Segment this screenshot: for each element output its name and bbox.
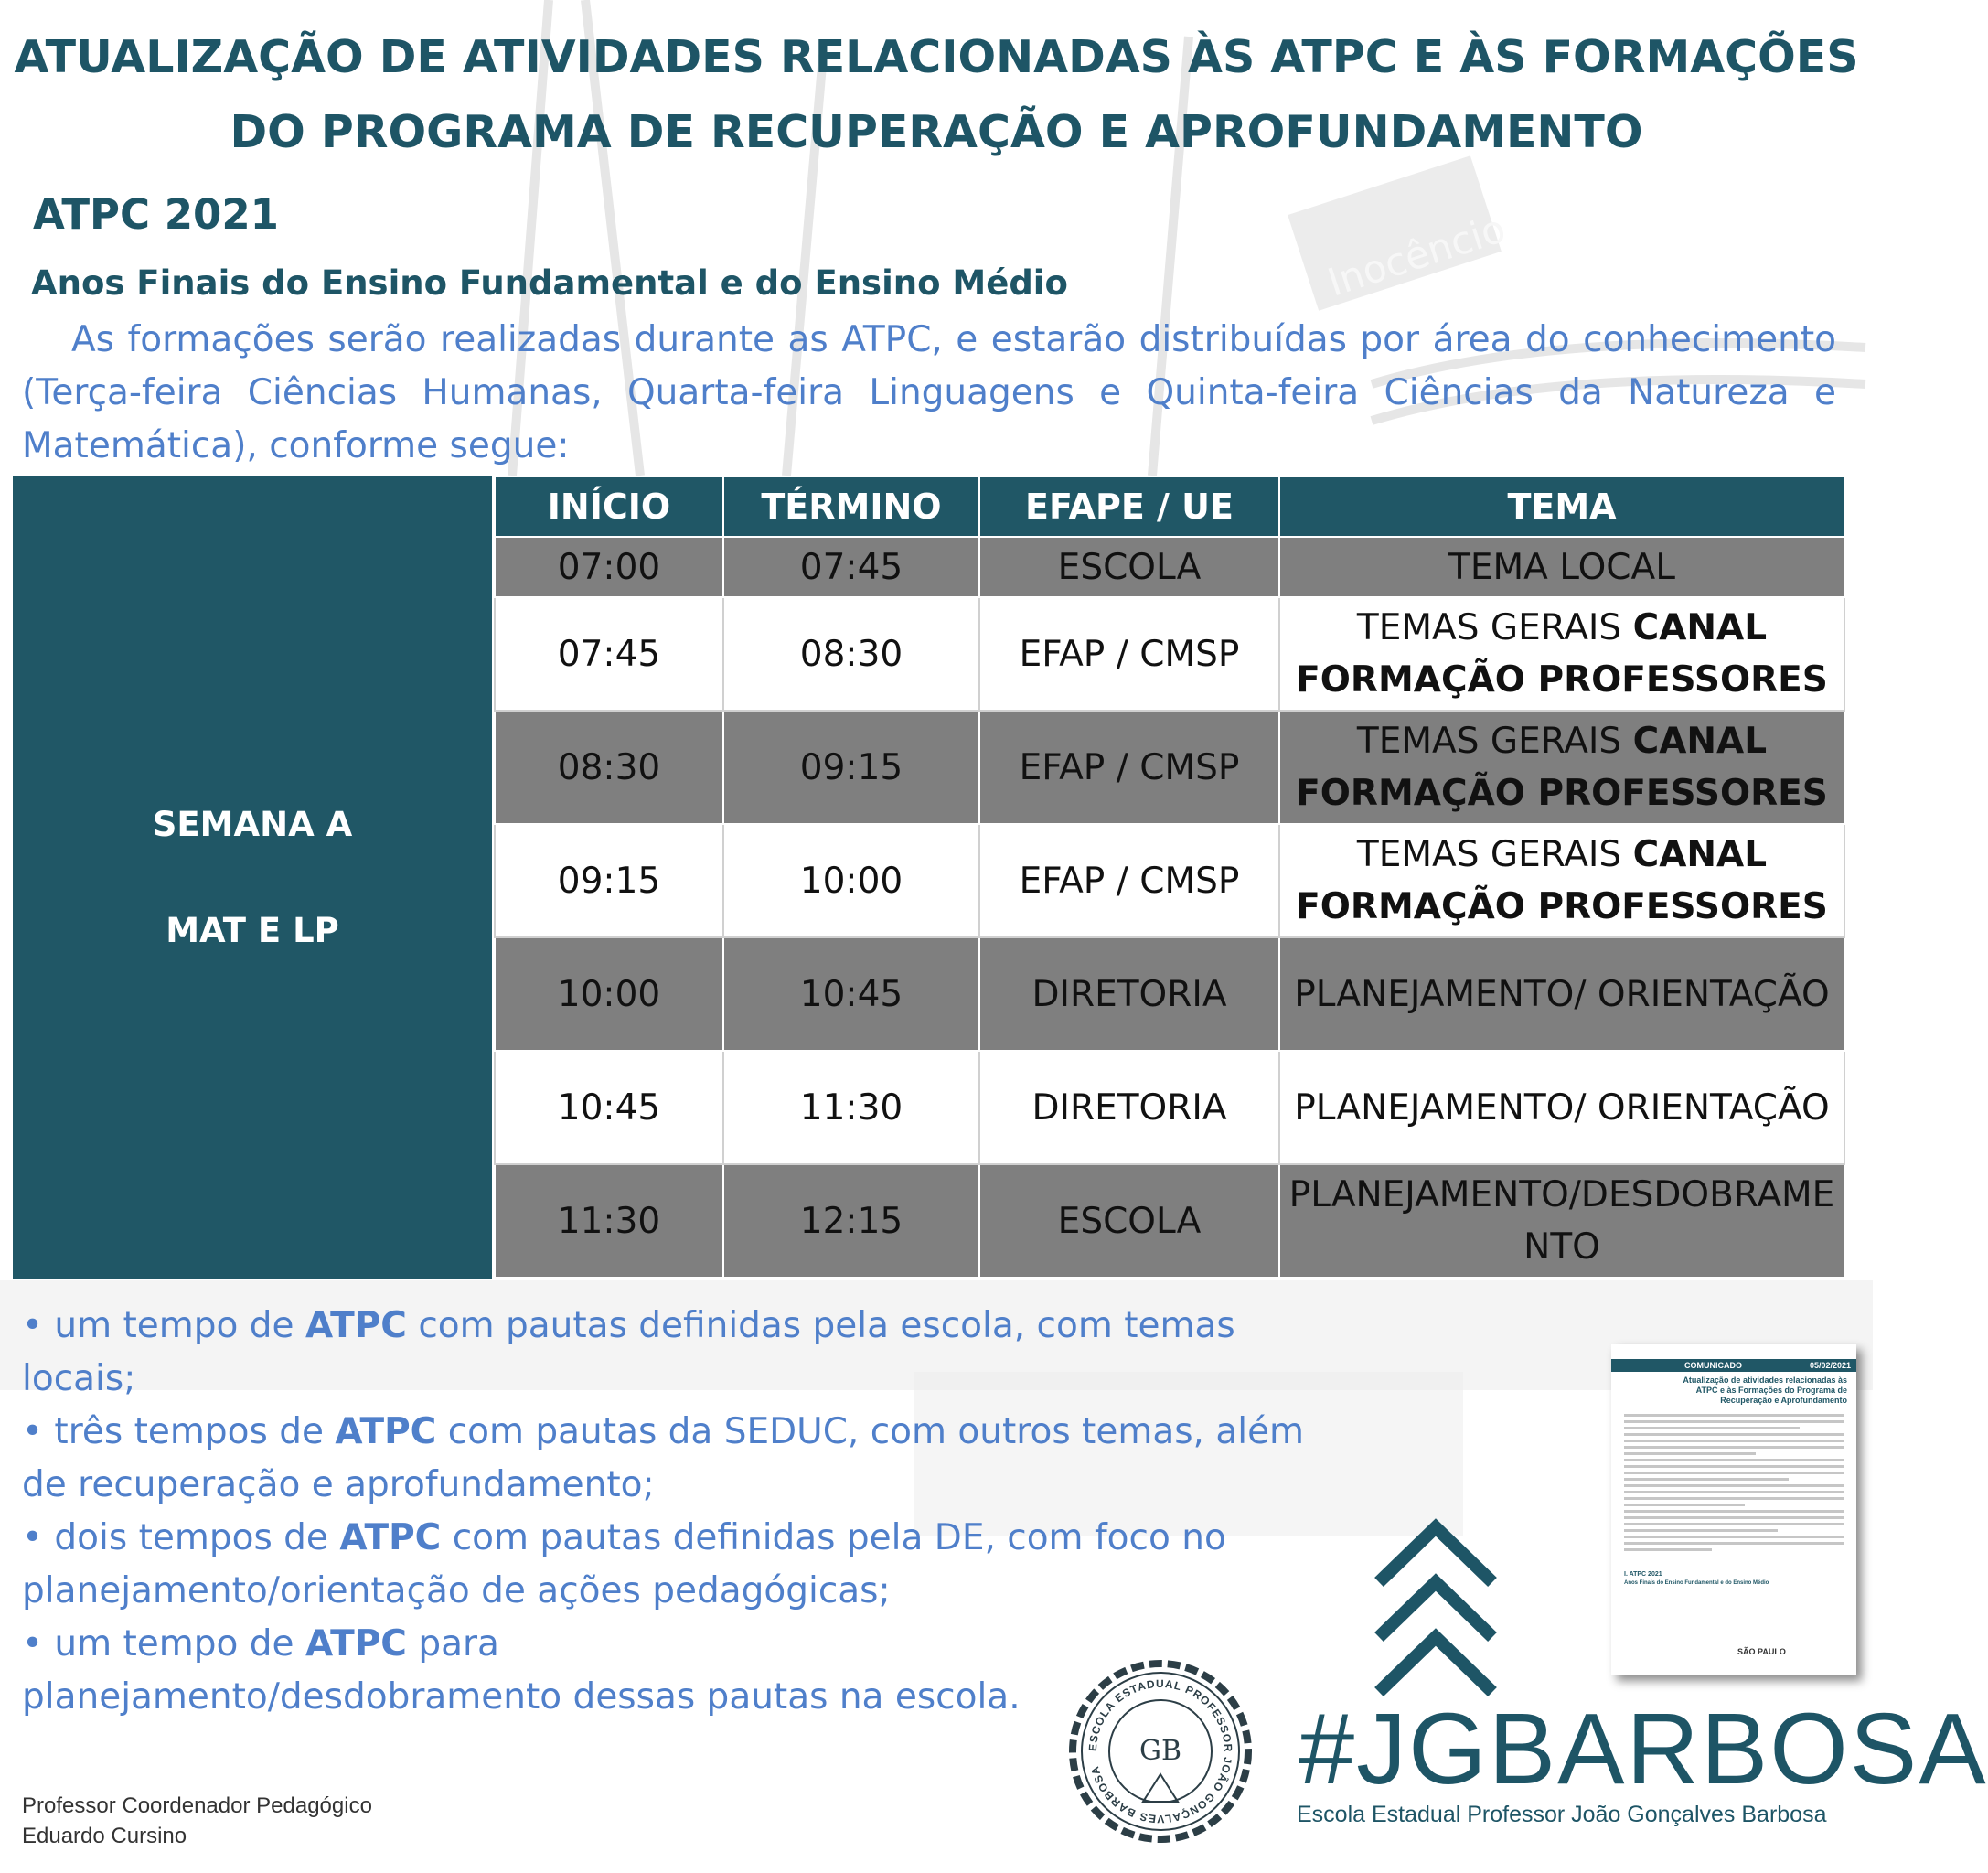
notice-date: 05/02/2021	[1809, 1361, 1851, 1370]
tema-text: PLANEJAMENTO/DESDOBRAMENTO	[1288, 1174, 1835, 1268]
section-heading: ATPC 2021	[33, 190, 279, 239]
bullet-bold: ATPC	[305, 1305, 407, 1346]
list-item	[22, 1512, 1357, 1618]
header-tema: TEMA	[1279, 476, 1844, 537]
cell-end: 10:45	[723, 937, 979, 1051]
cell-start: 09:15	[495, 824, 723, 937]
bullet-text: com pautas definidas pela DE, com foco no planejamento/orientação de ações pedagógicas;	[22, 1517, 1226, 1611]
table-row	[495, 1051, 1844, 1164]
bullet-bold: ATPC	[339, 1517, 442, 1558]
cell-place: DIRETORIA	[979, 937, 1279, 1051]
seal-monogram: GB	[1138, 1735, 1182, 1767]
table-row	[495, 597, 1844, 711]
bullet-text: com pautas definidas pela escola, com temas locais;	[22, 1305, 1235, 1399]
cell-start: 08:30	[495, 711, 723, 824]
tema-text: TEMAS GERAIS	[1356, 834, 1633, 875]
tema-text: TEMA LOCAL	[1448, 546, 1675, 588]
notice-band	[1611, 1359, 1856, 1372]
table-row	[495, 1164, 1844, 1278]
group-week-label: SEMANA A	[152, 805, 353, 844]
list-item	[22, 1406, 1357, 1512]
schedule-group-cell	[13, 476, 492, 1279]
notice-body-lines	[1624, 1414, 1844, 1555]
page-title	[0, 20, 1873, 170]
signature-name: Eduardo Cursino	[22, 1824, 187, 1848]
tema-bold-text: CANAL FORMAÇÃO PROFESSORES	[1296, 721, 1828, 814]
table-row	[495, 937, 1844, 1051]
cell-end: 07:45	[723, 537, 979, 597]
cell-tema	[1279, 537, 1844, 597]
list-item	[22, 1300, 1357, 1406]
bullet-text: • dois tempos de	[22, 1517, 340, 1558]
cell-end: 08:30	[723, 597, 979, 711]
title-line-2: DO PROGRAMA DE RECUPERAÇÃO E APROFUNDAMENTO	[230, 106, 1643, 158]
cell-tema	[1279, 1164, 1844, 1278]
cell-place: EFAP / CMSP	[979, 711, 1279, 824]
table-row	[495, 824, 1844, 937]
header-end: TÉRMINO	[723, 476, 979, 537]
bullet-bold: ATPC	[335, 1411, 437, 1452]
school-seal-icon	[1066, 1657, 1255, 1846]
cell-end: 09:15	[723, 711, 979, 824]
section-subheading: Anos Finais do Ensino Fundamental e do Ensino Médio	[31, 263, 1068, 303]
cell-place: ESCOLA	[979, 1164, 1279, 1278]
notice-subsection: Anos Finais do Ensino Fundamental e do Ensino Médio	[1624, 1580, 1769, 1586]
notice-logo: SÃO PAULO	[1737, 1647, 1786, 1656]
group-subject-label: MAT E LP	[166, 911, 339, 950]
cell-place: DIRETORIA	[979, 1051, 1279, 1164]
tema-bold-text: CANAL FORMAÇÃO PROFESSORES	[1296, 607, 1828, 701]
bullet-text: • três tempos de	[22, 1411, 336, 1452]
signature	[22, 1791, 372, 1851]
cell-start: 07:00	[495, 537, 723, 597]
cell-tema	[1279, 1051, 1844, 1164]
cell-tema	[1279, 937, 1844, 1051]
table-header-row	[495, 476, 1844, 537]
bullet-bold: ATPC	[305, 1623, 407, 1664]
cell-end: 10:00	[723, 824, 979, 937]
title-line-1: ATUALIZAÇÃO DE ATIVIDADES RELACIONADAS ÀS ATPC E ÀS FORMAÇÕES	[14, 31, 1859, 83]
header-place: EFAPE / UE	[979, 476, 1279, 537]
school-hashtag: #JGBARBOSA	[1299, 1693, 1988, 1805]
cell-start: 07:45	[495, 597, 723, 711]
cell-tema	[1279, 824, 1844, 937]
bullet-text: • um tempo de	[22, 1623, 305, 1664]
bullet-text: para planejamento/desdobramento dessas pautas na escola.	[22, 1623, 1021, 1718]
notice-section: I. ATPC 2021	[1624, 1571, 1662, 1578]
background-sign: Inocêncio	[1322, 205, 1512, 305]
schedule-table	[494, 476, 1845, 1279]
cell-place: EFAP / CMSP	[979, 597, 1279, 711]
cell-place: ESCOLA	[979, 537, 1279, 597]
cell-tema	[1279, 711, 1844, 824]
tema-bold-text: CANAL FORMAÇÃO PROFESSORES	[1296, 834, 1828, 927]
cell-tema	[1279, 597, 1844, 711]
cell-start: 11:30	[495, 1164, 723, 1278]
cell-place: EFAP / CMSP	[979, 824, 1279, 937]
table-row	[495, 537, 1844, 597]
cell-start: 10:00	[495, 937, 723, 1051]
bullet-text: com pautas da SEDUC, com outros temas, além de recuperação e aprofundamento;	[22, 1411, 1305, 1505]
school-name: Escola Estadual Professor João Gonçalves Barbosa	[1297, 1802, 1827, 1827]
notice-band-label: COMUNICADO	[1684, 1361, 1742, 1370]
notice-title: Atualização de atividades relacionadas às ATPC e às Formações do Programa de Recuperação e Aprofundamento	[1683, 1375, 1847, 1405]
tema-text: PLANEJAMENTO/ ORIENTAÇÃO	[1294, 973, 1830, 1015]
cell-start: 10:45	[495, 1051, 723, 1164]
cell-end: 11:30	[723, 1051, 979, 1164]
intro-paragraph: As formações serão realizadas durante as ATPC, e estarão distribuídas por área do conhecimento (Terça-feira Ciências Humanas, Quarta-feira Linguagens e Quinta-feira Ciências da Natureza e Matemática), conforme segue:	[22, 319, 1836, 466]
cell-end: 12:15	[723, 1164, 979, 1278]
tema-text: TEMAS GERAIS	[1356, 607, 1633, 648]
tema-text: TEMAS GERAIS	[1356, 721, 1633, 762]
chevron-up-icon	[1372, 1518, 1500, 1701]
notice-thumbnail	[1611, 1344, 1856, 1675]
table-row	[495, 711, 1844, 824]
header-start: INÍCIO	[495, 476, 723, 537]
list-item	[22, 1618, 1046, 1724]
bullet-text: • um tempo de	[22, 1305, 305, 1346]
tema-text: PLANEJAMENTO/ ORIENTAÇÃO	[1294, 1086, 1830, 1129]
signature-role: Professor Coordenador Pedagógico	[22, 1793, 372, 1818]
seal-text: ESCOLA ESTADUAL PROFESSOR JOÃO GONÇALVES BARBOSA	[1085, 1676, 1235, 1826]
